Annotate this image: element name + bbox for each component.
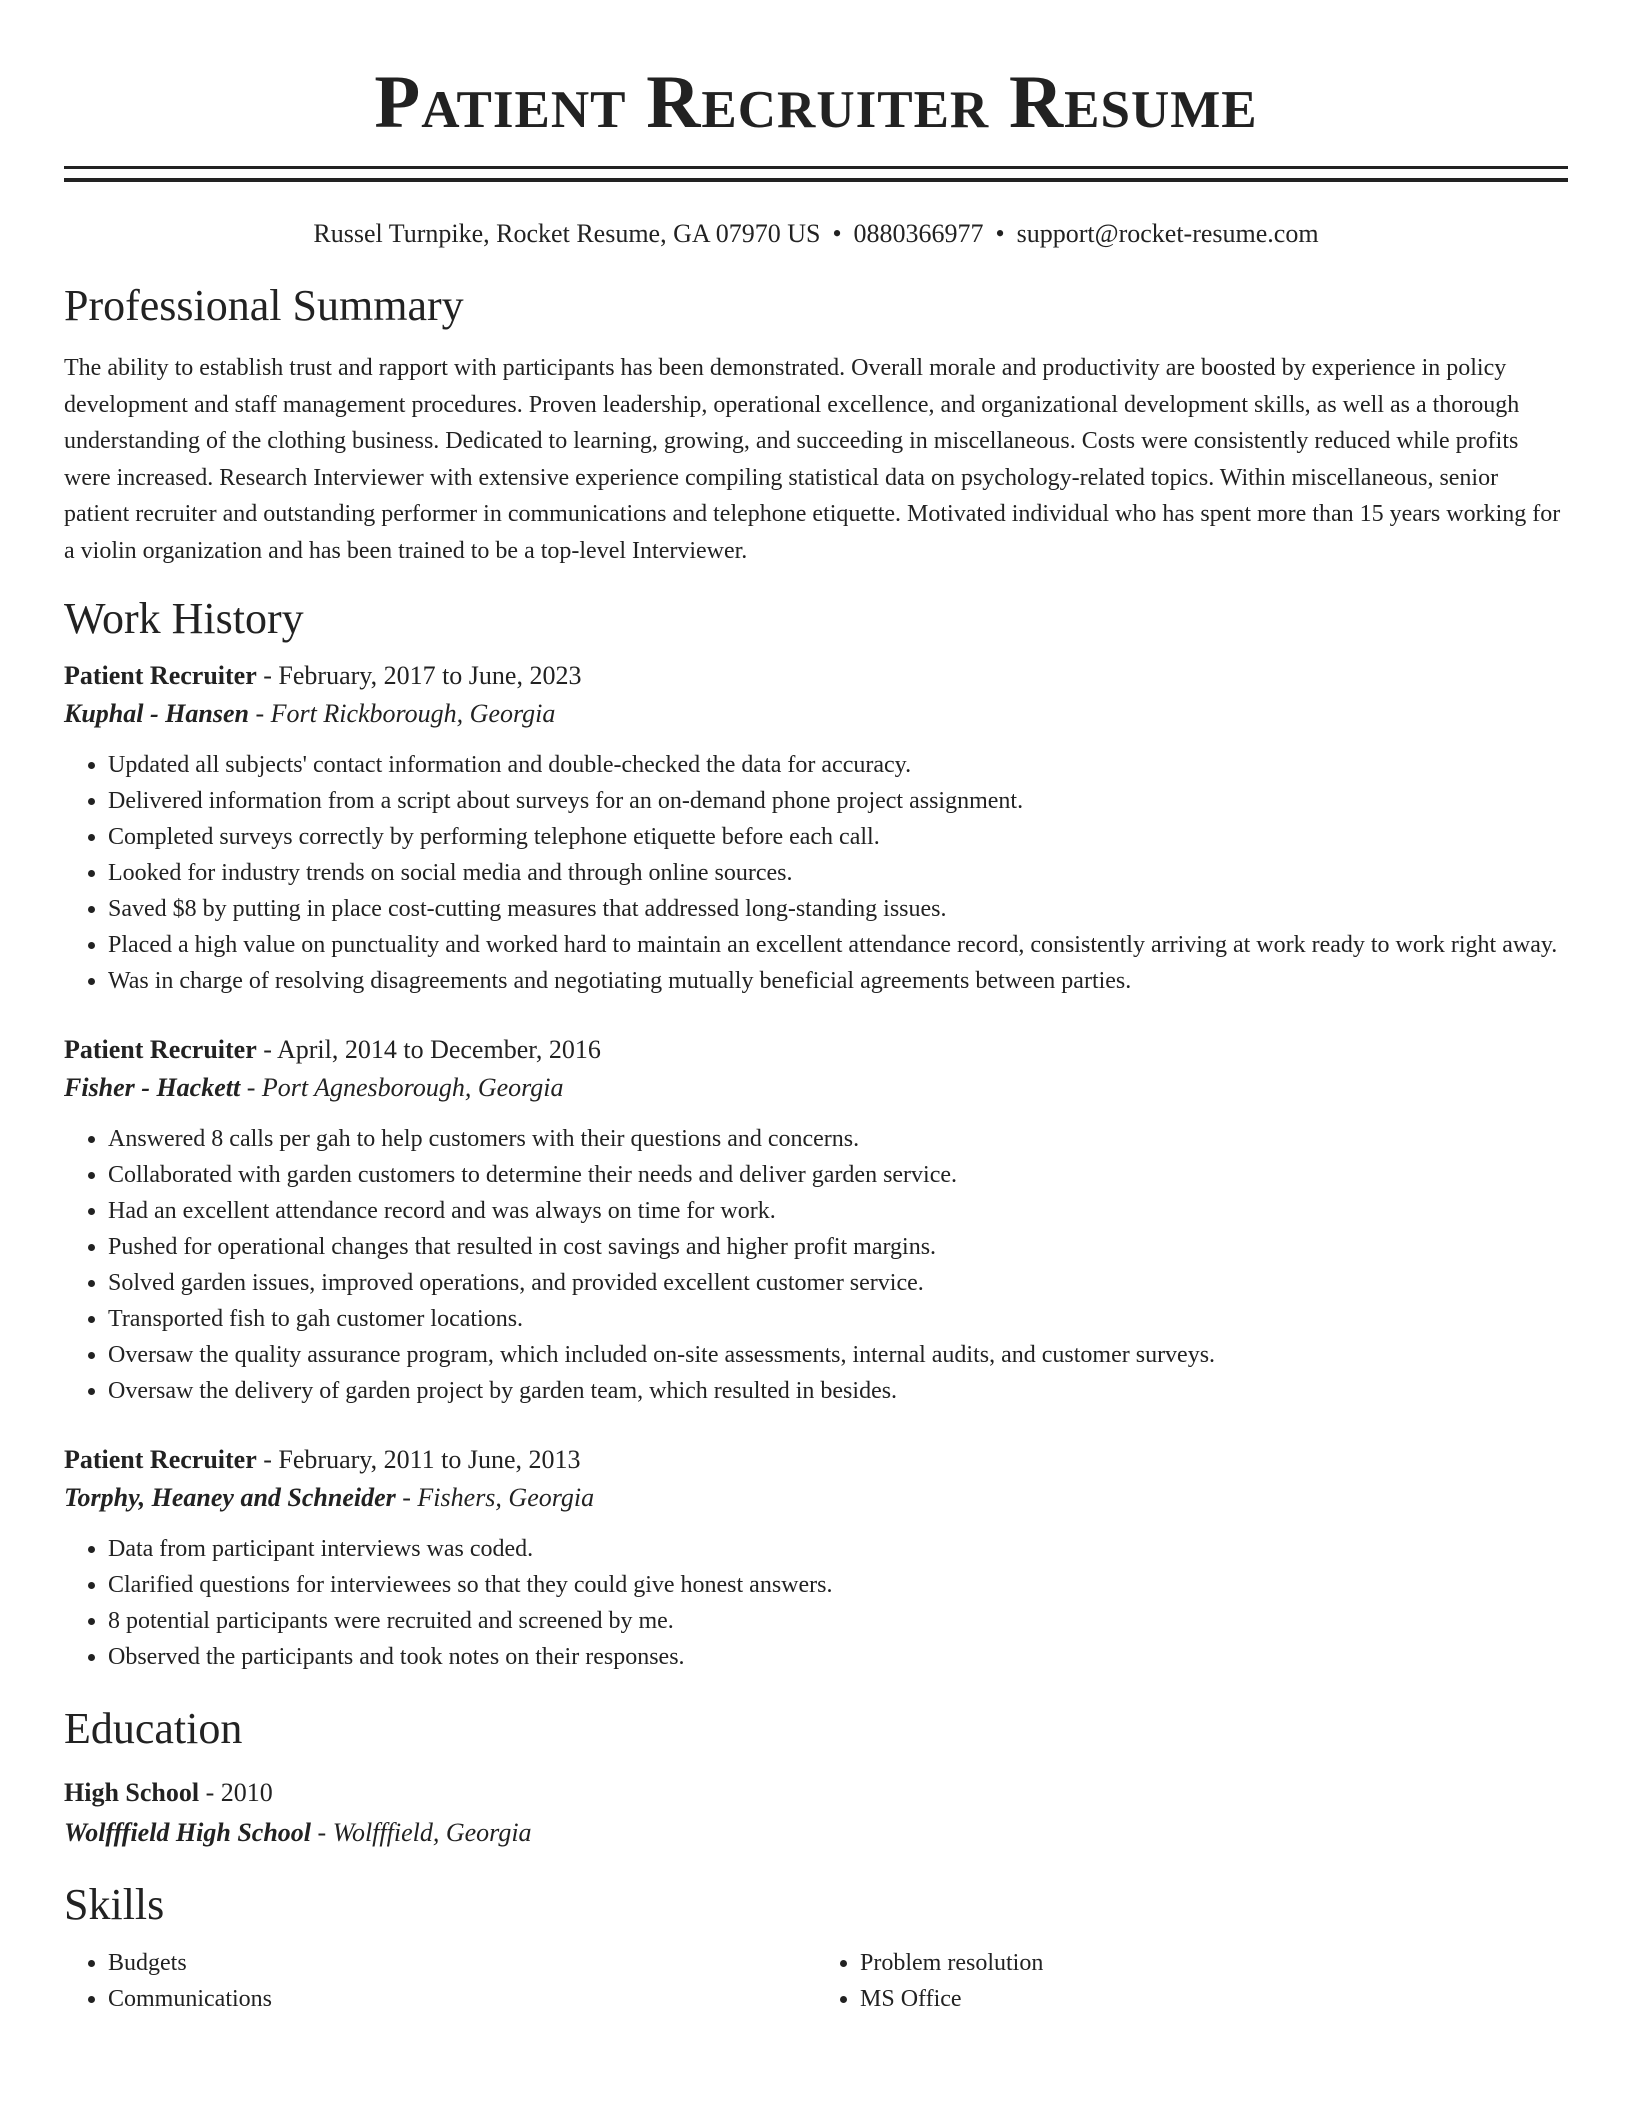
job-company-line — [64, 1069, 1568, 1107]
job-entry — [64, 657, 1568, 999]
contact-separator: • — [995, 219, 1005, 248]
education-year: - 2010 — [199, 1778, 273, 1807]
contact-email: support@rocket-resume.com — [1016, 219, 1319, 248]
contact-address: Russel Turnpike, Rocket Resume, GA 07970 US — [313, 219, 821, 248]
title-double-rule — [64, 166, 1568, 182]
education-heading: Education — [64, 1704, 243, 1753]
job-bullet: • Delivered information from a script about surveys for an on-demand phone project assignment. — [108, 783, 1568, 819]
job-bullet: • Looked for industry trends on social media and through online sources. — [108, 855, 1568, 891]
skill-item: • Communications — [108, 1981, 816, 2017]
job-bullet: • Completed surveys correctly by performing telephone etiquette before each call. — [108, 819, 1568, 855]
job-location: - Fort Rickborough, Georgia — [248, 699, 556, 728]
job-bullet-list — [64, 1121, 1568, 1409]
skills-grid — [64, 1945, 1568, 2017]
job-company-line — [64, 1479, 1568, 1517]
summary-text: The ability to establish trust and rapport with participants has been demonstrated. Overall morale and productivity are boosted by experience in policy development and staff management procedures. Proven leadership, operational excellence, and organizational development skills, as well as a thorough understanding of the clothing business. Dedicated to learning, growing, and succeeding in miscellaneous. Costs were consistently reduced while profits were increased. Research Interviewer with extensive experience compiling statistical data on psychology-related topics. Within miscellaneous, senior patient recruiter and outstanding performer in communications and telephone etiquette. Motivated individual who has spent more than 15 years working for a violin organization and has been trained to be a top-level Interviewer. — [64, 355, 1561, 564]
job-bullet: • Placed a high value on punctuality and worked hard to maintain an excellent attendance record, consistently arriving at work ready to work right away. — [108, 927, 1568, 963]
job-bullet-list — [64, 747, 1568, 999]
contact-line — [64, 218, 1568, 250]
job-bullet: • Oversaw the delivery of garden project by garden team, which resulted in besides. — [108, 1373, 1568, 1409]
job-bullet: • Updated all subjects' contact information and double-checked the data for accuracy. — [108, 747, 1568, 783]
skill-item: • Budgets — [108, 1945, 816, 1981]
skill-item: • Problem resolution — [860, 1945, 1568, 1981]
skills-column-right — [816, 1945, 1568, 2017]
job-bullet-list — [64, 1531, 1568, 1675]
job-bullet: • Answered 8 calls per gah to help customers with their questions and concerns. — [108, 1121, 1568, 1157]
job-role: Patient Recruiter — [64, 1035, 257, 1064]
job-title-line — [64, 657, 1568, 695]
job-dates: - February, 2017 to June, 2023 — [256, 661, 582, 690]
education-title-line — [64, 1773, 1568, 1813]
job-bullet: • Collaborated with garden customers to determine their needs and deliver garden service. — [108, 1157, 1568, 1193]
education-school: Wolfffield High School — [64, 1818, 312, 1847]
job-bullet: • Pushed for operational changes that resulted in cost savings and higher profit margins. — [108, 1229, 1568, 1265]
resume-title: Patient Recruiter Resume — [374, 61, 1258, 144]
job-company-line — [64, 695, 1568, 733]
job-company: Fisher - Hackett — [64, 1073, 241, 1102]
contact-separator: • — [832, 219, 842, 248]
job-role: Patient Recruiter — [64, 1445, 257, 1474]
skill-item: • MS Office — [860, 1981, 1568, 2017]
job-bullet: • Transported fish to gah customer locations. — [108, 1301, 1568, 1337]
summary-heading: Professional Summary — [64, 281, 464, 330]
job-bullet: • Clarified questions for interviewees so that they could give honest answers. — [108, 1567, 1568, 1603]
job-dates: - February, 2011 to June, 2013 — [256, 1445, 581, 1474]
job-bullet: • Was in charge of resolving disagreements and negotiating mutually beneficial agreements between parties. — [108, 963, 1568, 999]
job-title-line — [64, 1031, 1568, 1069]
job-bullet: • Data from participant interviews was coded. — [108, 1531, 1568, 1567]
education-school-line — [64, 1813, 1568, 1853]
job-dates: - April, 2014 to December, 2016 — [256, 1035, 601, 1064]
job-role: Patient Recruiter — [64, 661, 257, 690]
education-degree: High School — [64, 1778, 200, 1807]
job-company: Torphy, Heaney and Schneider — [64, 1483, 396, 1512]
contact-phone: 0880366977 — [853, 219, 984, 248]
job-bullet: • Solved garden issues, improved operations, and provided excellent customer service. — [108, 1265, 1568, 1301]
job-bullet: • Observed the participants and took notes on their responses. — [108, 1639, 1568, 1675]
job-title-line — [64, 1441, 1568, 1479]
job-bullet: • Had an excellent attendance record and was always on time for work. — [108, 1193, 1568, 1229]
education-location: - Wolfffield, Georgia — [311, 1818, 532, 1847]
job-location: - Port Agnesborough, Georgia — [240, 1073, 564, 1102]
job-bullet: • Saved $8 by putting in place cost-cutting measures that addressed long-standing issues. — [108, 891, 1568, 927]
job-bullet: • 8 potential participants were recruited and screened by me. — [108, 1603, 1568, 1639]
job-company: Kuphal - Hansen — [64, 699, 249, 728]
job-entry — [64, 1031, 1568, 1409]
job-entry — [64, 1441, 1568, 1675]
skills-column-left — [64, 1945, 816, 2017]
work-history-heading: Work History — [64, 594, 304, 643]
job-bullet: • Oversaw the quality assurance program, which included on-site assessments, internal audits, and customer surveys. — [108, 1337, 1568, 1373]
skills-heading: Skills — [64, 1880, 165, 1929]
job-location: - Fishers, Georgia — [395, 1483, 595, 1512]
